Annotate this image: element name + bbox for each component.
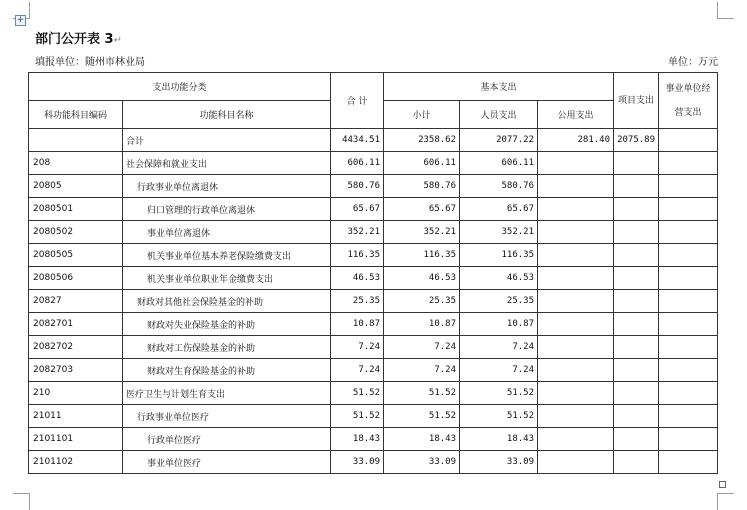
table-row: [29, 129, 718, 152]
cell-enterprise: [659, 152, 718, 175]
crop-mark-bottom-left: [13, 493, 30, 510]
table-body: [29, 129, 718, 474]
table-row: [29, 428, 718, 451]
cell-project: [614, 382, 659, 405]
cell-code: [29, 129, 123, 152]
table-row: [29, 198, 718, 221]
cell-total: 18.43: [331, 428, 384, 451]
cell-subtotal: 116.35: [384, 244, 460, 267]
header-subtotal: 小计: [384, 101, 460, 129]
cell-name: 财政对工伤保险基金的补助: [123, 336, 331, 359]
cell-project: [614, 313, 659, 336]
table-row: [29, 267, 718, 290]
unit-label: 单位：万元: [668, 57, 718, 68]
cell-name: 合计: [123, 129, 331, 152]
crop-mark-bottom-right: [717, 493, 734, 510]
title-text: 部门公开表 3: [35, 32, 114, 47]
cell-enterprise: [659, 382, 718, 405]
table-row: [29, 152, 718, 175]
cell-enterprise: [659, 198, 718, 221]
table-row: [29, 290, 718, 313]
cell-enterprise: [659, 405, 718, 428]
cell-code: 2080506: [29, 267, 123, 290]
cell-public: [538, 428, 614, 451]
cell-personnel: 18.43: [460, 428, 538, 451]
cell-public: [538, 336, 614, 359]
cell-personnel: 51.52: [460, 382, 538, 405]
cell-project: 2075.89: [614, 129, 659, 152]
cell-personnel: 33.09: [460, 451, 538, 474]
cell-enterprise: [659, 129, 718, 152]
cell-personnel: 352.21: [460, 221, 538, 244]
cell-total: 4434.51: [331, 129, 384, 152]
header-row-1: [29, 73, 718, 101]
cell-total: 116.35: [331, 244, 384, 267]
cell-total: 352.21: [331, 221, 384, 244]
cell-code: 208: [29, 152, 123, 175]
cell-total: 25.35: [331, 290, 384, 313]
cell-enterprise: [659, 359, 718, 382]
cell-enterprise: [659, 313, 718, 336]
cell-name: 财政对失业保险基金的补助: [123, 313, 331, 336]
cell-personnel: 65.67: [460, 198, 538, 221]
cell-personnel: 51.52: [460, 405, 538, 428]
crop-mark-top-right: [717, 2, 734, 19]
cell-project: [614, 451, 659, 474]
cell-total: 51.52: [331, 405, 384, 428]
cell-code: 2082702: [29, 336, 123, 359]
cell-subtotal: 51.52: [384, 405, 460, 428]
cell-subtotal: 2358.62: [384, 129, 460, 152]
cell-project: [614, 267, 659, 290]
cell-project: [614, 336, 659, 359]
cell-public: [538, 175, 614, 198]
cell-code: 2080505: [29, 244, 123, 267]
header-func-class: 支出功能分类: [29, 73, 331, 101]
header-public: 公用支出: [538, 101, 614, 129]
filler-unit-label: 填报单位：随州市林业局: [35, 57, 145, 68]
cell-code: 2080502: [29, 221, 123, 244]
cell-total: 10.87: [331, 313, 384, 336]
table-move-handle-icon[interactable]: +: [16, 15, 25, 25]
cell-subtotal: 352.21: [384, 221, 460, 244]
cell-total: 7.24: [331, 359, 384, 382]
cell-public: [538, 221, 614, 244]
cell-public: [538, 290, 614, 313]
cell-enterprise: [659, 221, 718, 244]
cell-public: 281.40: [538, 129, 614, 152]
header-code: 科功能科目编码: [29, 101, 123, 129]
cell-total: 33.09: [331, 451, 384, 474]
cell-total: 65.67: [331, 198, 384, 221]
cell-project: [614, 198, 659, 221]
cell-public: [538, 382, 614, 405]
cell-subtotal: 25.35: [384, 290, 460, 313]
cell-subtotal: 46.53: [384, 267, 460, 290]
cell-subtotal: 18.43: [384, 428, 460, 451]
header-personnel: 人员支出: [460, 101, 538, 129]
cell-name: 财政对生育保险基金的补助: [123, 359, 331, 382]
cell-public: [538, 244, 614, 267]
table-row: [29, 221, 718, 244]
cell-name: 社会保障和就业支出: [123, 152, 331, 175]
cell-public: [538, 198, 614, 221]
cell-public: [538, 267, 614, 290]
cell-code: 2082703: [29, 359, 123, 382]
cell-personnel: 46.53: [460, 267, 538, 290]
header-name: 功能科目名称: [123, 101, 331, 129]
header-basic: 基本支出: [384, 73, 614, 101]
header-project: 项目支出: [614, 73, 659, 129]
cell-subtotal: 606.11: [384, 152, 460, 175]
cell-name: 机关事业单位职业年金缴费支出: [123, 267, 331, 290]
cell-personnel: 10.87: [460, 313, 538, 336]
cell-total: 46.53: [331, 267, 384, 290]
cell-name: 医疗卫生与计划生育支出: [123, 382, 331, 405]
page-title: [35, 28, 122, 47]
expenditure-table: [28, 72, 718, 474]
cell-name: 事业单位离退休: [123, 221, 331, 244]
cell-total: 580.76: [331, 175, 384, 198]
cell-subtotal: 33.09: [384, 451, 460, 474]
cell-code: 2101101: [29, 428, 123, 451]
header-total: 合 计: [331, 73, 384, 129]
cell-name: 事业单位医疗: [123, 451, 331, 474]
table-resize-handle[interactable]: [719, 481, 726, 488]
cell-total: 51.52: [331, 382, 384, 405]
cell-name: 财政对其他社会保险基金的补助: [123, 290, 331, 313]
table-row: [29, 175, 718, 198]
cell-personnel: 25.35: [460, 290, 538, 313]
cell-project: [614, 152, 659, 175]
cell-name: 行政事业单位离退休: [123, 175, 331, 198]
cell-personnel: 7.24: [460, 359, 538, 382]
table-row: [29, 451, 718, 474]
cell-code: 2101102: [29, 451, 123, 474]
cell-project: [614, 244, 659, 267]
cell-project: [614, 359, 659, 382]
cell-subtotal: 7.24: [384, 336, 460, 359]
cell-name: 归口管理的行政单位离退休: [123, 198, 331, 221]
cell-personnel: 7.24: [460, 336, 538, 359]
cell-subtotal: 10.87: [384, 313, 460, 336]
table-row: [29, 244, 718, 267]
cell-name: 机关事业单位基本养老保险缴费支出: [123, 244, 331, 267]
cell-enterprise: [659, 267, 718, 290]
cell-code: 2082701: [29, 313, 123, 336]
cell-code: 210: [29, 382, 123, 405]
cell-enterprise: [659, 175, 718, 198]
cell-personnel: 580.76: [460, 175, 538, 198]
cell-public: [538, 152, 614, 175]
cell-subtotal: 65.67: [384, 198, 460, 221]
cell-public: [538, 359, 614, 382]
cell-public: [538, 313, 614, 336]
header-enterprise: 事业单位经营支出: [659, 73, 718, 129]
cell-code: 20827: [29, 290, 123, 313]
paragraph-mark: ↵: [113, 35, 122, 46]
cell-enterprise: [659, 290, 718, 313]
cell-enterprise: [659, 336, 718, 359]
cell-project: [614, 405, 659, 428]
cell-personnel: 606.11: [460, 152, 538, 175]
cell-project: [614, 428, 659, 451]
cell-subtotal: 51.52: [384, 382, 460, 405]
cell-personnel: 2077.22: [460, 129, 538, 152]
cell-enterprise: [659, 428, 718, 451]
table-row: [29, 382, 718, 405]
cell-subtotal: 7.24: [384, 359, 460, 382]
cell-total: 7.24: [331, 336, 384, 359]
table-row: [29, 405, 718, 428]
cell-name: 行政单位医疗: [123, 428, 331, 451]
cell-code: 2080501: [29, 198, 123, 221]
table-row: [29, 359, 718, 382]
cell-public: [538, 405, 614, 428]
table-row: [29, 336, 718, 359]
cell-public: [538, 451, 614, 474]
cell-total: 606.11: [331, 152, 384, 175]
cell-project: [614, 221, 659, 244]
cell-enterprise: [659, 451, 718, 474]
cell-code: 21011: [29, 405, 123, 428]
cell-personnel: 116.35: [460, 244, 538, 267]
cell-project: [614, 175, 659, 198]
cell-name: 行政事业单位医疗: [123, 405, 331, 428]
table-row: [29, 313, 718, 336]
cell-enterprise: [659, 244, 718, 267]
cell-subtotal: 580.76: [384, 175, 460, 198]
cell-code: 20805: [29, 175, 123, 198]
cell-project: [614, 290, 659, 313]
